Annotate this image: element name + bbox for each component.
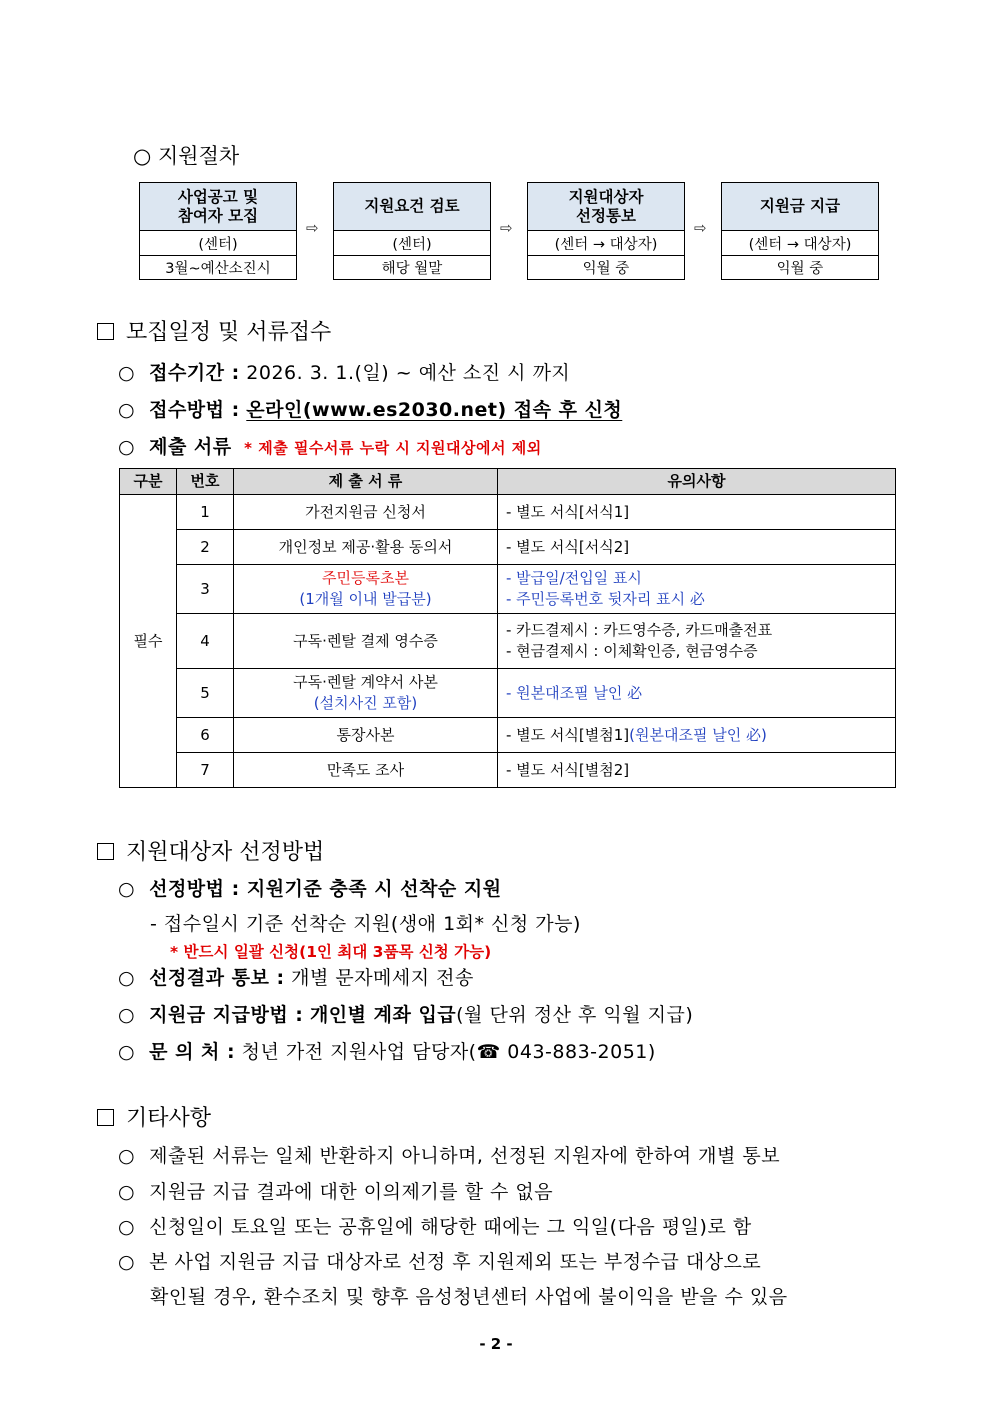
row-document: 주민등록초본 (1개월 이내 발급분) [234,565,498,614]
category-cell: 필수 [120,495,177,788]
checkbox-square-icon [97,323,114,340]
col-category: 구분 [120,469,177,495]
step-when: 3월~예산소진시 [140,255,296,279]
selection-payment: ○ 지원금 지급방법 : 개인별 계좌 입급(월 단위 정산 후 익월 지급) [118,1004,694,1026]
table-row [120,753,896,788]
row-document: 만족도 조사 [234,753,498,788]
step-who: (센터) [392,236,432,253]
arrow-icon: ⇨ [306,219,319,237]
section-recruit-heading: 모집일정 및 서류접수 [97,315,331,346]
selection-sub: - 접수일시 기준 선착순 지원(생애 1회* 신청 가능) [150,913,581,935]
documents-table [119,468,896,788]
etc-item-4-cont: 확인될 경우, 환수조치 및 향후 음성청년센터 사업에 불이익을 받을 수 있음 [150,1286,788,1308]
checkbox-square-icon [97,843,114,860]
row-document: 개인정보 제공·활용 동의서 [234,530,498,565]
table-row [120,530,896,565]
checkbox-square-icon [97,1109,114,1126]
etc-item-2: ○ 지원금 지급 결과에 대한 이의제기를 할 수 없음 [118,1181,554,1203]
table-header-row [120,469,896,495]
etc-item-4: ○ 본 사업 지원금 지급 대상자로 선정 후 지원제외 또는 부정수급 대상으로 [118,1251,762,1273]
step-who: (센터 → 대상자) [748,236,852,253]
procedure-step-3 [527,182,685,280]
row-notes: - 원본대조필 날인 必 [498,669,896,718]
step-who: (센터) [198,236,238,253]
row-number: 7 [177,753,234,788]
step-title: 사업공고 및 참여자 모집 [140,183,296,231]
row-notes: - 발급일/전입일 표시 - 주민등록번호 뒷자리 표시 必 [498,565,896,614]
table-row [120,718,896,753]
step-title: 지원금 지급 [722,183,878,231]
step-title: 지원요건 검토 [334,183,490,231]
col-document: 제 출 서 류 [234,469,498,495]
table-row [120,565,896,614]
procedure-step-4 [721,182,879,280]
selection-contact: ○ 문 의 처 : 청년 가전 지원사업 담당자(☎ 043-883-2051) [118,1041,656,1063]
table-row [120,614,896,669]
row-notes: - 카드결제시 : 카드영수증, 카드매출전표 - 현금결제시 : 이체확인증, 현금영수증 [498,614,896,669]
row-document: 구독·렌탈 결제 영수증 [234,614,498,669]
page-number: - 2 - [479,1335,513,1353]
arrow-icon: ⇨ [500,219,513,237]
section-selection-heading: 지원대상자 선정방법 [97,835,324,866]
step-when: 익월 중 [528,255,684,279]
selection-result: ○ 선정결과 통보 : 개별 문자메세지 전송 [118,967,474,989]
table-row [120,669,896,718]
recruit-method: ○ 접수방법 : 온라인(www.es2030.net) 접속 후 신청 [118,399,623,421]
step-when: 해당 월말 [334,255,490,279]
etc-item-1: ○ 제출된 서류는 일체 반환하지 아니하며, 선정된 지원자에 한하여 개별 통보 [118,1145,781,1167]
col-notes: 유의사항 [498,469,896,495]
row-notes: - 별도 서식[별첨1](원본대조필 날인 必) [498,718,896,753]
docs-warning: * 제출 필수서류 누락 시 지원대상에서 제외 [244,439,542,457]
recruit-docs: ○ 제출 서류 * 제출 필수서류 누락 시 지원대상에서 제외 [118,436,542,458]
table-row [120,495,896,530]
procedure-step-2 [333,182,491,280]
row-document: 구독·렌탈 계약서 사본 (설치사진 포함) [234,669,498,718]
row-number: 4 [177,614,234,669]
step-who: (센터 → 대상자) [554,236,658,253]
row-notes: - 별도 서식[서식1] [498,495,896,530]
row-number: 5 [177,669,234,718]
recruit-period-value: 2026. 3. 1.(일) ~ 예산 소진 시 까지 [246,362,571,384]
row-document: 통장사본 [234,718,498,753]
section-etc-heading: 기타사항 [97,1101,211,1132]
procedure-step-1 [139,182,297,280]
col-number: 번호 [177,469,234,495]
row-notes: - 별도 서식[서식2] [498,530,896,565]
row-document: 가전지원금 신청서 [234,495,498,530]
recruit-method-value: 온라인(www.es2030.net) 접속 후 신청 [246,399,623,421]
row-number: 1 [177,495,234,530]
selection-method: ○ 선정방법 : 지원기준 충족 시 선착순 지원 [118,878,502,900]
row-number: 6 [177,718,234,753]
selection-note: * 반드시 일괄 신청(1인 최대 3품목 신청 가능) [170,943,492,961]
etc-item-3: ○ 신청일이 토요일 또는 공휴일에 해당한 때에는 그 익일(다음 평일)로 함 [118,1216,752,1238]
step-when: 익월 중 [722,255,878,279]
recruit-period: ○ 접수기간 : 2026. 3. 1.(일) ~ 예산 소진 시 까지 [118,362,571,384]
procedure-title: ○ 지원절차 [133,144,240,168]
row-notes: - 별도 서식[별첨2] [498,753,896,788]
row-number: 3 [177,565,234,614]
arrow-icon: ⇨ [694,219,707,237]
step-title: 지원대상자 선정통보 [528,183,684,231]
row-number: 2 [177,530,234,565]
